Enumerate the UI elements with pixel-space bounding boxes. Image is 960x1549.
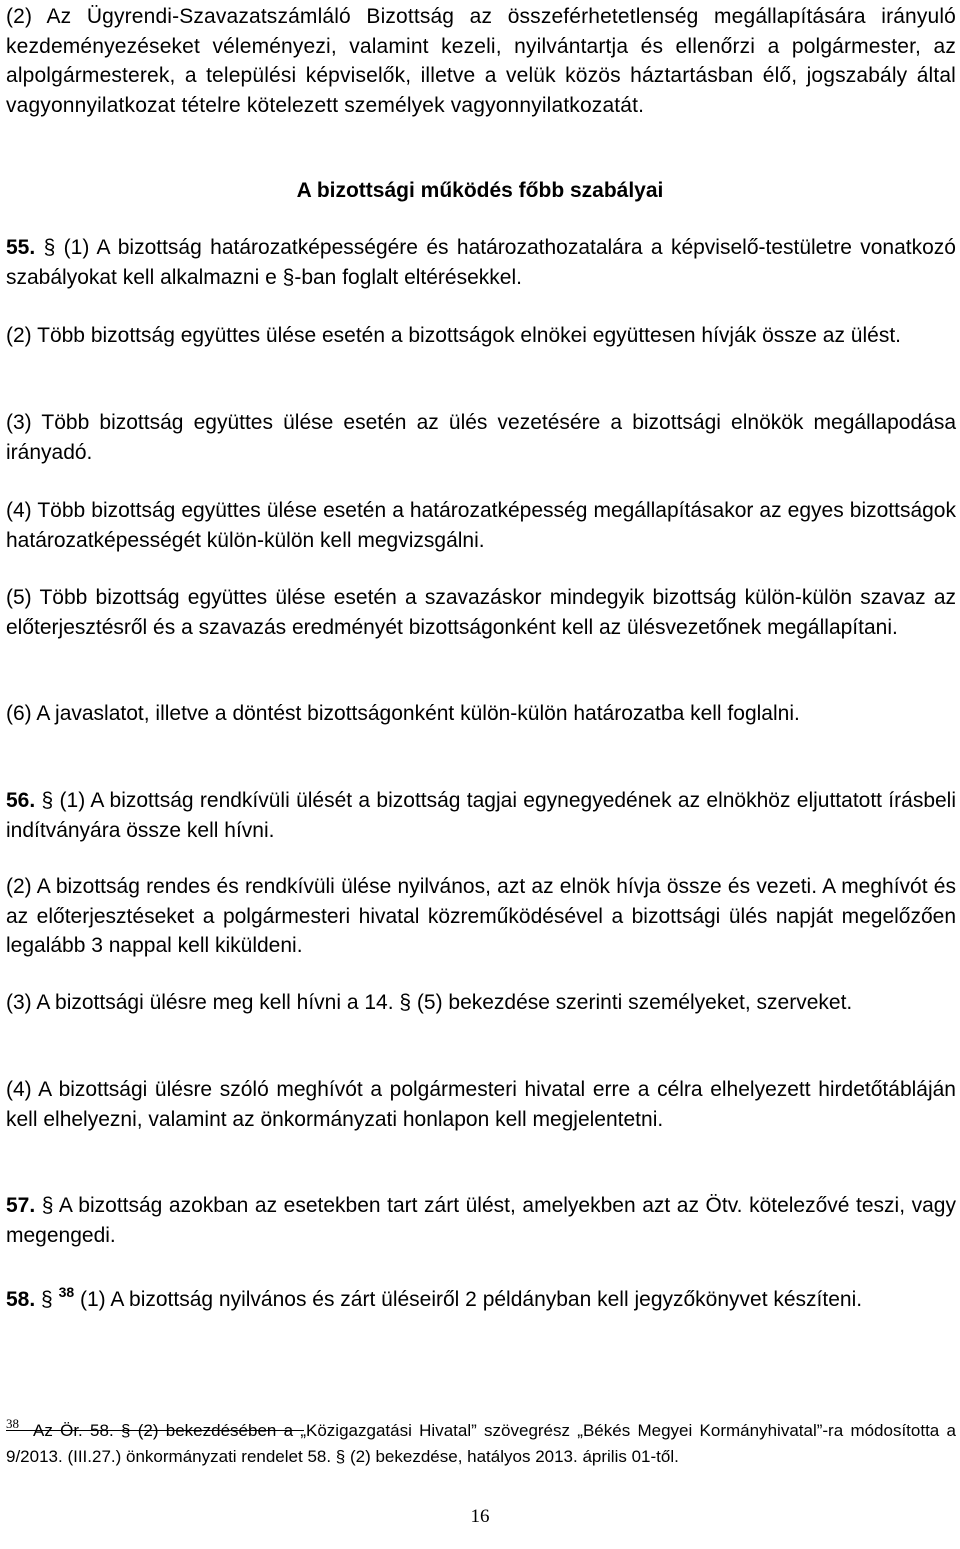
section-sign-icon: § xyxy=(399,991,412,1014)
section-55-1-text: (1) A bizottság határozatképességére és határozathozatalára a képviselő-testületre vonatkozó szabályokat kell alkalmazni e xyxy=(6,236,956,289)
section-56-para-1 xyxy=(6,786,956,845)
section-58 xyxy=(6,1278,956,1315)
section-sign-icon: § xyxy=(41,1194,54,1217)
footnote xyxy=(6,1411,956,1470)
section-sign-icon: § xyxy=(43,236,56,259)
section-56-para-2: (2) A bizottság rendes és rendkívüli ülése nyilvános, azt az elnök hívja össze és vezeti. A meghívót és az előterjesztéseket a polgármesteri hivatal közreműködésével a bizottsági ülés napját megelőzően legalább 3 nappal kell kiküldeni. xyxy=(6,875,956,957)
section-55-1-end: -ban foglalt eltérésekkel. xyxy=(294,265,522,289)
page-number: 16 xyxy=(470,1506,490,1527)
section-number-56: 56. xyxy=(6,789,36,812)
section-55-para-1 xyxy=(6,233,956,292)
section-55-para-5: (5) Több bizottság együttes ülése esetén a szavazáskor mindegyik bizottság külön-külön szavaz az előterjesztésről és a szavazás eredményét bizottságonként kell az ülésvezetőnek megállapítani. xyxy=(6,586,956,639)
section-57-text: A bizottság azokban az esetekben tart zárt ülést, amelyekben azt az Ötv. kötelezővé teszi, vagy megengedi. xyxy=(6,1194,956,1247)
section-57 xyxy=(6,1191,956,1250)
section-heading: A bizottsági működés főbb szabályai xyxy=(296,179,664,202)
section-number-55: 55. xyxy=(6,236,36,259)
paragraph-intro: (2) Az Ügyrendi-Szavazatszámláló Bizottság az összeférhetetlenség megállapítására irányuló kezdeményezéseket véleményezi, valamint kezeli, nyilvántartja és ellenőrzi a polgármester, az alpolgármesterek, a települési képviselők, illetve a velük közös háztartásban élő, jogszabály által vagyonnyilatkozat tételre kötelezett személyek vagyonnyilatkozatát. xyxy=(6,5,956,117)
section-56-3-text-b: (5) bekezdése szerinti személyeket, szerveket. xyxy=(411,991,853,1014)
section-56-1-text: (1) A bizottság rendkívüli ülését a bizottság tagjai egynegyedének az elnökhöz eljuttatott írásbeli indítványára össze kell hívni. xyxy=(6,789,957,842)
section-56-3-text-a: (3) A bizottsági ülésre meg kell hívni a 14. xyxy=(6,991,400,1014)
section-number-57: 57. xyxy=(6,1194,36,1217)
section-sign-icon: § xyxy=(41,789,54,812)
section-sign-icon: § xyxy=(282,265,295,289)
section-55-para-6: (6) A javaslatot, illetve a döntést bizottságonként külön-külön határozatba kell foglalni. xyxy=(6,702,800,725)
footnote-reference[interactable]: 38 xyxy=(58,1284,75,1300)
section-55-para-4: (4) Több bizottság együttes ülése esetén a határozatképesség megállapításakor az egyes bizottságok határozatképességét külön-külön kell megvizsgálni. xyxy=(6,499,956,552)
section-56-para-3 xyxy=(6,988,956,1018)
section-56-para-4: (4) A bizottsági ülésre szóló meghívót a polgármesteri hivatal erre a célra elhelyezett hirdetőtábláján kell elhelyezni, valamint az önkormányzati honlapon kell megjelentetni. xyxy=(6,1078,956,1131)
footnote-text: Az Ör. 58. § (2) bekezdésében a „Közigazgatási Hivatal” szövegrész „Békés Megyei Kormányhivatal”-ra módosította a 9/2013. (III.27.) önkormányzati rendelet 58. § (2) bekezdése, hatályos 2013. április 01-től. xyxy=(6,1421,956,1466)
section-number-58: 58. xyxy=(6,1288,36,1311)
section-58-text: (1) A bizottság nyilvános és zárt üléseiről 2 példányban kell jegyzőkönyvet készíteni. xyxy=(74,1288,863,1311)
footnote-mark: 38 xyxy=(6,1416,19,1431)
section-sign-icon: § xyxy=(41,1288,53,1311)
section-55-para-3: (3) Több bizottság együttes ülése esetén az ülés vezetésére a bizottsági elnökök megállapodása irányadó. xyxy=(6,411,956,464)
section-55-para-2: (2) Több bizottság együttes ülése esetén a bizottságok elnökei együttesen hívják össze az ülést. xyxy=(6,324,901,347)
